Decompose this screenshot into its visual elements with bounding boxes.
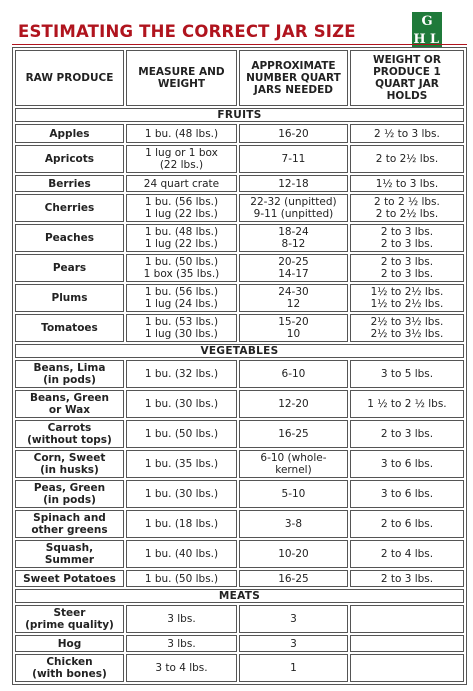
produce-cell: Tomatoes — [15, 314, 124, 342]
measure-cell: 1 bu. (18 lbs.) — [126, 510, 237, 538]
section-row — [15, 589, 464, 603]
produce-cell: Pears — [15, 254, 124, 282]
measure-cell: 1 bu. (50 lbs.) 1 box (35 lbs.) — [126, 254, 237, 282]
measure-cell: 1 bu. (30 lbs.) — [126, 480, 237, 508]
table-row — [15, 284, 464, 312]
table-header-row — [15, 50, 464, 106]
logo-letter: L — [429, 31, 440, 47]
table-row — [15, 605, 464, 633]
jars-cell: 22-32 (unpitted) 9-11 (unpitted) — [239, 194, 348, 222]
page-title: ESTIMATING THE CORRECT JAR SIZE — [18, 22, 356, 41]
jars-cell: 5-10 — [239, 480, 348, 508]
weight-cell — [350, 605, 464, 633]
weight-cell: 3 to 6 lbs. — [350, 480, 464, 508]
table-row — [15, 510, 464, 538]
table-row — [15, 450, 464, 478]
measure-cell: 3 to 4 lbs. — [126, 654, 237, 682]
section-title: VEGETABLES — [15, 344, 464, 358]
table-row — [15, 540, 464, 568]
measure-cell: 1 bu. (32 lbs.) — [126, 360, 237, 388]
measure-cell: 1 bu. (35 lbs.) — [126, 450, 237, 478]
measure-cell: 1 lug or 1 box (22 lbs.) — [126, 145, 237, 173]
jars-cell: 12-20 — [239, 390, 348, 418]
table-row — [15, 420, 464, 448]
header-raw-produce: RAW PRODUCE — [15, 50, 124, 106]
measure-cell: 1 bu. (53 lbs.) 1 lug (30 lbs.) — [126, 314, 237, 342]
table-row — [15, 145, 464, 173]
produce-cell: Steer (prime quality) — [15, 605, 124, 633]
table-row — [15, 254, 464, 282]
jars-cell: 12-18 — [239, 175, 348, 192]
publisher-logo — [412, 12, 442, 48]
produce-cell: Plums — [15, 284, 124, 312]
produce-cell: Corn, Sweet (in husks) — [15, 450, 124, 478]
produce-cell: Beans, Lima (in pods) — [15, 360, 124, 388]
weight-cell: 2 to 2½ lbs. — [350, 145, 464, 173]
jars-cell: 10-20 — [239, 540, 348, 568]
section-title: MEATS — [15, 589, 464, 603]
weight-cell: 2 to 3 lbs. 2 to 3 lbs. — [350, 224, 464, 252]
weight-cell: 3 to 5 lbs. — [350, 360, 464, 388]
measure-cell: 24 quart crate — [126, 175, 237, 192]
jars-cell: 16-20 — [239, 124, 348, 143]
jars-cell: 16-25 — [239, 570, 348, 587]
table-row — [15, 480, 464, 508]
produce-cell: Hog — [15, 635, 124, 652]
table-row — [15, 314, 464, 342]
table-row — [15, 224, 464, 252]
measure-cell: 3 lbs. — [126, 605, 237, 633]
title-rule — [12, 44, 467, 45]
jar-size-table — [12, 47, 467, 685]
header-jars-needed: APPROXIMATE NUMBER QUART JARS NEEDED — [239, 50, 348, 106]
weight-cell: 2 to 4 lbs. — [350, 540, 464, 568]
table-row — [15, 360, 464, 388]
weight-cell: 2 to 2 ½ lbs. 2 to 2½ lbs. — [350, 194, 464, 222]
weight-cell: 1½ to 2½ lbs. 1½ to 2½ lbs. — [350, 284, 464, 312]
weight-cell: 2 to 6 lbs. — [350, 510, 464, 538]
weight-cell — [350, 635, 464, 652]
produce-cell: Sweet Potatoes — [15, 570, 124, 587]
jars-cell: 3 — [239, 635, 348, 652]
jars-cell: 6-10 (whole- kernel) — [239, 450, 348, 478]
measure-cell: 1 bu. (48 lbs.) — [126, 124, 237, 143]
jars-cell: 3-8 — [239, 510, 348, 538]
weight-cell: 2 to 3 lbs. — [350, 570, 464, 587]
produce-cell: Beans, Green or Wax — [15, 390, 124, 418]
weight-cell: 2 to 3 lbs. — [350, 420, 464, 448]
measure-cell: 1 bu. (48 lbs.) 1 lug (22 lbs.) — [126, 224, 237, 252]
measure-cell: 1 bu. (56 lbs.) 1 lug (24 lbs.) — [126, 284, 237, 312]
weight-cell — [350, 654, 464, 682]
produce-cell: Apricots — [15, 145, 124, 173]
logo-letter: H — [413, 31, 426, 47]
section-row — [15, 108, 464, 122]
table-row — [15, 175, 464, 192]
produce-cell: Cherries — [15, 194, 124, 222]
weight-cell: 1½ to 3 lbs. — [350, 175, 464, 192]
table-row — [15, 390, 464, 418]
produce-cell: Squash, Summer — [15, 540, 124, 568]
table-row — [15, 570, 464, 587]
table-row — [15, 124, 464, 143]
table-row — [15, 635, 464, 652]
produce-cell: Peaches — [15, 224, 124, 252]
produce-cell: Carrots (without tops) — [15, 420, 124, 448]
jars-cell: 24-30 12 — [239, 284, 348, 312]
produce-cell: Apples — [15, 124, 124, 143]
measure-cell: 1 bu. (56 lbs.) 1 lug (22 lbs.) — [126, 194, 237, 222]
measure-cell: 1 bu. (40 lbs.) — [126, 540, 237, 568]
jars-cell: 1 — [239, 654, 348, 682]
weight-cell: 3 to 6 lbs. — [350, 450, 464, 478]
table-row — [15, 194, 464, 222]
produce-cell: Berries — [15, 175, 124, 192]
measure-cell: 1 bu. (50 lbs.) — [126, 420, 237, 448]
jars-cell: 3 — [239, 605, 348, 633]
jars-cell: 15-20 10 — [239, 314, 348, 342]
weight-cell: 2 ½ to 3 lbs. — [350, 124, 464, 143]
jars-cell: 7-11 — [239, 145, 348, 173]
jars-cell: 18-24 8-12 — [239, 224, 348, 252]
jars-cell: 16-25 — [239, 420, 348, 448]
header-measure-weight: MEASURE AND WEIGHT — [126, 50, 237, 106]
measure-cell: 1 bu. (30 lbs.) — [126, 390, 237, 418]
produce-cell: Spinach and other greens — [15, 510, 124, 538]
weight-cell: 2 to 3 lbs. 2 to 3 lbs. — [350, 254, 464, 282]
table-body — [15, 108, 464, 682]
produce-cell: Chicken (with bones) — [15, 654, 124, 682]
jars-cell: 20-25 14-17 — [239, 254, 348, 282]
section-title: FRUITS — [15, 108, 464, 122]
weight-cell: 2½ to 3½ lbs. 2½ to 3½ lbs. — [350, 314, 464, 342]
header-quart-holds: WEIGHT OR PRODUCE 1 QUART JAR HOLDS — [350, 50, 464, 106]
table-row — [15, 654, 464, 682]
jars-cell: 6-10 — [239, 360, 348, 388]
section-row — [15, 344, 464, 358]
produce-cell: Peas, Green (in pods) — [15, 480, 124, 508]
measure-cell: 1 bu. (50 lbs.) — [126, 570, 237, 587]
measure-cell: 3 lbs. — [126, 635, 237, 652]
weight-cell: 1 ½ to 2 ½ lbs. — [350, 390, 464, 418]
logo-letter: G — [421, 13, 433, 29]
